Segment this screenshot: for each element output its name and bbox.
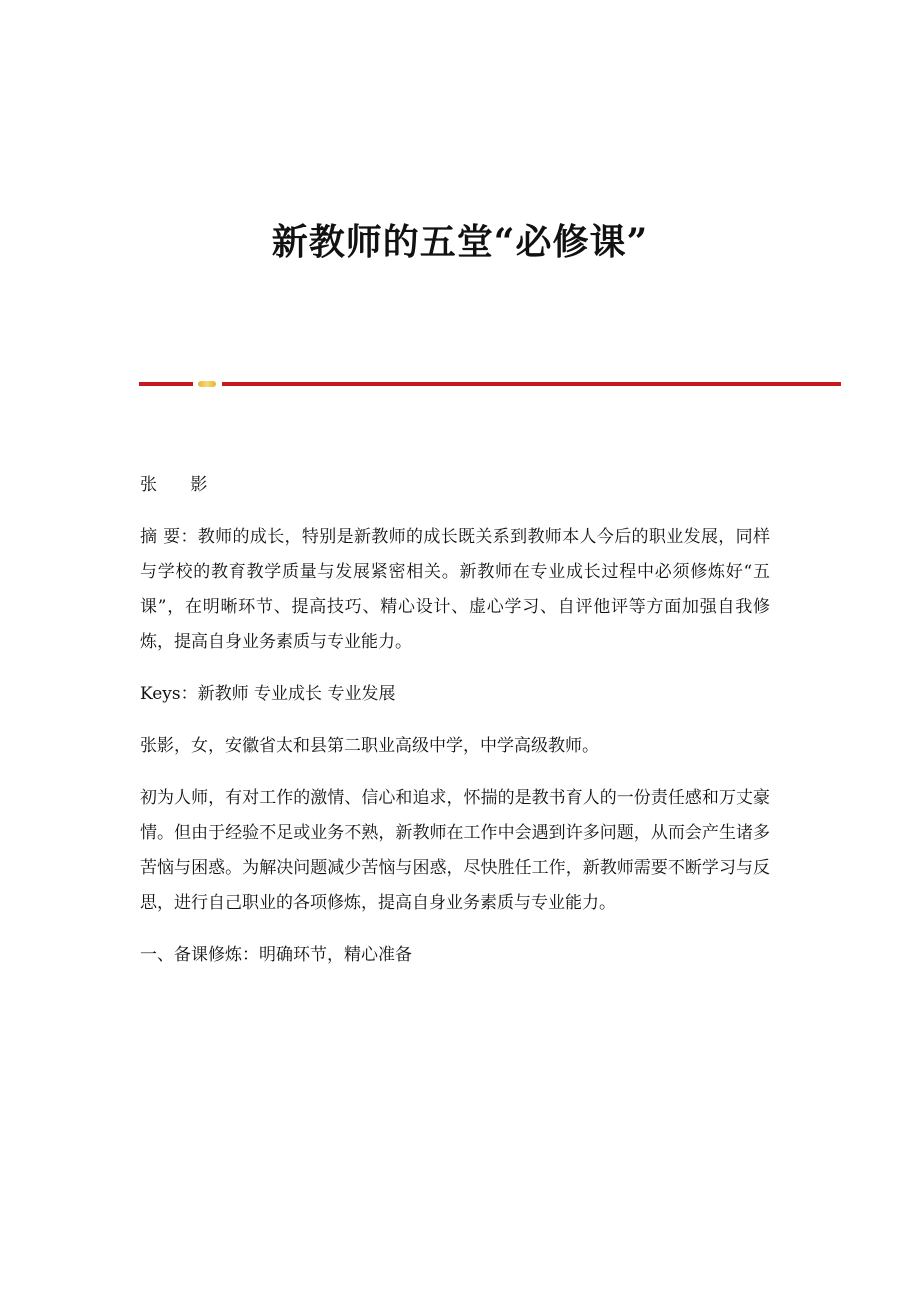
title-divider (139, 380, 841, 388)
keywords-line: Keys：新教师 专业成长 专业发展 (140, 684, 396, 704)
author-name: 张 影 (140, 475, 222, 495)
section-heading: 一、备课修炼：明确环节，精心准备 (140, 945, 412, 965)
author-bio: 张影，女，安徽省太和县第二职业高级中学，中学高级教师。 (140, 736, 599, 756)
divider-left-segment (139, 382, 193, 386)
abstract-paragraph: 摘 要：教师的成长，特别是新教师的成长既关系到教师本人今后的职业发展，同样与学校的教育教学质量与发展紧密相关。新教师在专业成长过程中必须修炼好“五课”，在明晰环节、提高技巧、精心设计、虚心学习、自评他评等方面加强自我修炼，提高自身业务素质与专业能力。 (140, 527, 770, 652)
intro-paragraph: 初为人师，有对工作的激情、信心和追求，怀揣的是教书育人的一份责任感和万丈豪情。但由于经验不足或业务不熟，新教师在工作中会遇到许多问题，从而会产生诸多苦恼与困惑。为解决问题减少苦恼与困惑，尽快胜任工作，新教师需要不断学习与反思，进行自己职业的各项修炼，提高自身业务素质与专业能力。 (140, 788, 770, 913)
divider-right-segment (222, 382, 841, 386)
divider-ornament-icon (198, 381, 216, 387)
document-body (140, 468, 770, 990)
document-title: 新教师的五堂“必修课” (271, 221, 649, 263)
